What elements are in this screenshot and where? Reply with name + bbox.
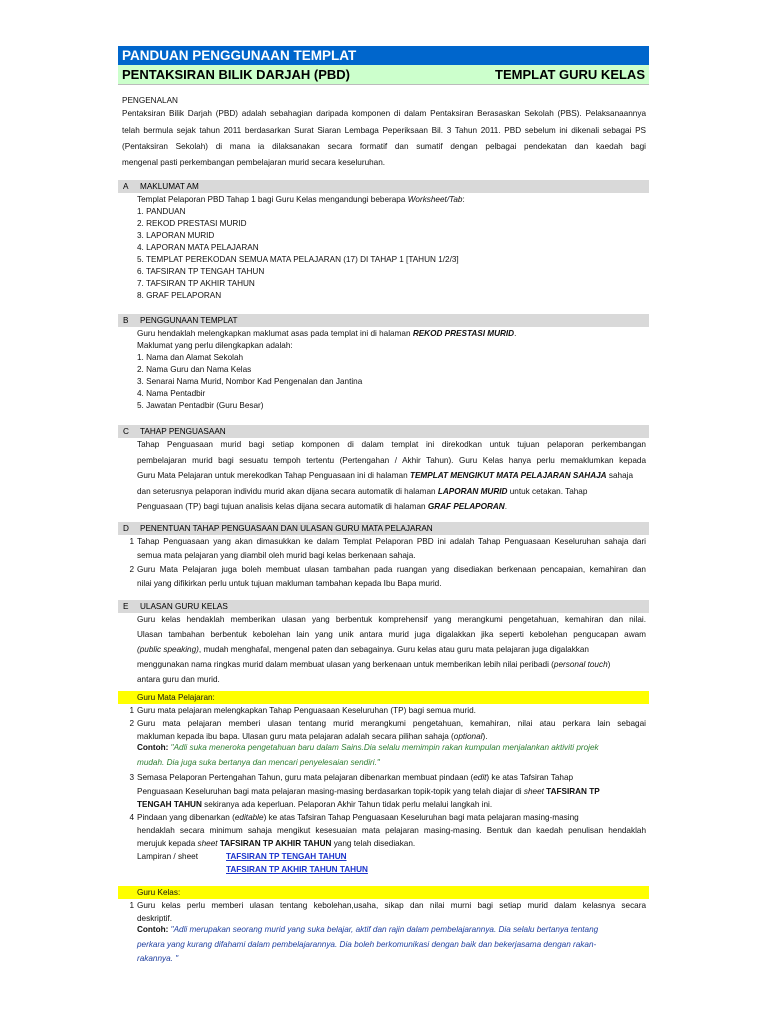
item-number: 2 — [129, 565, 134, 574]
section-b-line: Maklumat yang perlu dilengkapkan adalah: — [137, 341, 293, 350]
section-e-line: (public speaking), mudah menghafal, mengenal paten dan sebagainya. Guru kelas atau guru mata pelajaran juga digalakkan — [137, 645, 589, 654]
item-number: 1 — [129, 537, 134, 546]
list-item: 8. GRAF PELAPORAN — [137, 291, 222, 300]
gmp-line: makluman kepada ibu bapa. Ulasan guru mata pelajaran adalah secara pilihan sahaja (optional). — [137, 732, 488, 741]
gmp-line: Semasa Pelaporan Pertengahan Tahun, guru mata pelajaran dibenarkan membuat pindaan (edit) ke atas Tafsiran Tahap — [137, 773, 574, 782]
guru-mata-pelajaran-heading: Guru Mata Pelajaran: — [118, 691, 649, 704]
subtitle-right: TEMPLAT GURU KELAS — [495, 67, 645, 82]
item-number: 1 — [129, 706, 134, 715]
gmp-line: Penguasaan Keseluruhan bagi mata pelajaran masing-masing berdasarkan topik-topik yang telah diajar di sheet TAFSIRAN TP — [137, 787, 600, 796]
link-tafsiran-tengah-tahun[interactable]: TAFSIRAN TP TENGAH TAHUN — [226, 852, 347, 861]
section-a-header — [118, 180, 649, 193]
section-letter: A — [123, 182, 129, 191]
section-title: PENGGUNAAN TEMPLAT — [140, 316, 238, 325]
section-c-line: Guru Mata Pelajaran untuk merekodkan Tahap Penguasaan ini di halaman TEMPLAT MENGIKUT MATA PELAJARAN SAHAJA sahaja — [137, 471, 634, 480]
list-item: 2. Nama Guru dan Nama Kelas — [137, 365, 252, 374]
list-item: 4. Nama Pentadbir — [137, 389, 206, 398]
item-number: 3 — [129, 773, 134, 782]
item-number: 1 — [129, 901, 134, 910]
section-e-line: Guru kelas hendaklah memberikan ulasan yang berbentuk komprehensif yang merangkumi pengetahuan, kemahiran dan nilai. — [137, 615, 646, 624]
gmp-line: Pindaan yang dibenarkan (editable) ke atas Tafsiran Tahap Penguasaan Keseluruhan bagi mata pelajaran masing-masing — [137, 813, 579, 822]
gk-line: Guru kelas perlu memberi ulasan tentang kebolehan,usaha, sikap dan nilai murni bagi setiap murid dalam kelasnya secara — [137, 901, 646, 910]
item-number: 4 — [129, 813, 134, 822]
section-b-header — [118, 314, 649, 327]
gmp-line: Guru mata pelajaran memberi ulasan tentang murid merangkumi pengetahuan, kemahiran, nilai atau perkara lain sebagai — [137, 719, 646, 728]
intro-line: (Pentaksiran Sekolah) di mana ia dilaksanakan secara formatif dan sumatif dengan pelbagai pendekatan dan kaedah bagi — [122, 142, 646, 151]
intro-line: Pentaksiran Bilik Darjah (PBD) adalah sebahagian daripada komponen di dalam Pentaksiran Berasaskan Sekolah (PBS). Pelaksanaannya — [122, 109, 646, 118]
section-c-line: dan seterusnya pelaporan individu murid akan dijana secara automatik di halaman LAPORAN MURID untuk cetakan. Tahap — [137, 487, 588, 496]
item-number: 2 — [129, 719, 134, 728]
section-title: TAHAP PENGUASAAN — [140, 427, 226, 436]
header-divider — [118, 84, 649, 85]
section-title: PENENTUAN TAHAP PENGUASAAN DAN ULASAN GURU MATA PELAJARAN — [140, 524, 433, 533]
list-item: 1. Nama dan Alamat Sekolah — [137, 353, 244, 362]
section-c-header — [118, 425, 649, 438]
list-item: 3. Senarai Nama Murid, Nombor Kad Pengenalan dan Jantina — [137, 377, 363, 386]
gk-example: rakannya. " — [137, 954, 179, 963]
intro-line: telah bermula sejak tahun 2011 berdasarkan Surat Siaran Lembaga Peperiksaan Bil. 3 Tahun 2011. PBD sebelum ini dikenali sebagai PS — [122, 126, 646, 135]
list-item: 6. TAFSIRAN TP TENGAH TAHUN — [137, 267, 265, 276]
list-item: 1. PANDUAN — [137, 207, 186, 216]
section-e-header — [118, 600, 649, 613]
gmp-line: TENGAH TAHUN sekiranya ada keperluan. Pelaporan Akhir Tahun tidak perlu melalui langkah ini. — [137, 800, 493, 809]
gk-example: Contoh: "Adli merupakan seorang murid yang suka belajar, aktif dan rajin dalam pembelajarannya. Dia selalu bertanya tentang — [137, 925, 599, 934]
section-letter: B — [123, 316, 129, 325]
list-item: 2. REKOD PRESTASI MURID — [137, 219, 247, 228]
section-title: ULASAN GURU KELAS — [140, 602, 228, 611]
document-title: PANDUAN PENGGUNAAN TEMPLAT — [118, 46, 649, 65]
list-item: 4. LAPORAN MATA PELAJARAN — [137, 243, 259, 252]
gk-line: deskriptif. — [137, 914, 173, 923]
section-e-line: Ulasan tambahan berbentuk kebolehan lain yang unik antara murid juga digalakkan jika seperti kebolehan pengucapan awam — [137, 630, 646, 639]
list-item: 7. TAFSIRAN TP AKHIR TAHUN — [137, 279, 255, 288]
gk-example: perkara yang kurang difahami dalam pembelajarannya. Dia boleh berkomunikasi dengan baik dan bekerjasama dengan rakan- — [137, 940, 597, 949]
gmp-line: hendaklah secara minimum sahaja mengikut kesesuaian mata pelajaran masing-masing. Bentuk dan kaedah penulisan hendaklah — [137, 826, 646, 835]
section-b-line: Guru hendaklah melengkapkan maklumat asas pada templat ini di halaman REKOD PRESTASI MURID. — [137, 329, 517, 338]
gmp-example: mudah. Dia juga suka bertanya dan mencari penyelesaian sendiri." — [137, 758, 380, 767]
section-d-line: semua mata pelajaran yang diambil oleh murid bagi kelas berkenaan sahaja. — [137, 551, 416, 560]
gmp-example: Contoh: "Adli suka meneroka pengetahuan baru dalam Sains.Dia selalu memimpin rakan kumpulan menjalankan aktiviti projek — [137, 743, 599, 752]
section-letter: C — [123, 427, 129, 436]
section-letter: D — [123, 524, 129, 533]
section-e-line: antara guru dan murid. — [137, 675, 220, 684]
section-d-line: Guru Mata Pelajaran juga boleh membuat ulasan tambahan pada ruangan yang disediakan berkenaan pencapaian, kemahiran dan — [137, 565, 646, 574]
lampiran-label: Lampiran / sheet — [137, 852, 198, 861]
list-item: 5. Jawatan Pentadbir (Guru Besar) — [137, 401, 264, 410]
section-e-line: menggunakan nama ringkas murid dalam membuat ulasan yang berkenaan untuk memberikan lebih nilai peribadi (personal touch) — [137, 660, 611, 669]
section-d-header — [118, 522, 649, 535]
section-c-line: Tahap Penguasaan murid bagi setiap komponen di dalam templat ini direkodkan untuk tujuan pelaporan perkembangan — [137, 440, 646, 449]
section-title: MAKLUMAT AM — [140, 182, 199, 191]
document-subtitle-bar — [118, 65, 649, 84]
link-tafsiran-akhir-tahun[interactable]: TAFSIRAN TP AKHIR TAHUN TAHUN — [226, 865, 368, 874]
section-d-line: Tahap Penguasaan yang akan dimasukkan ke dalam Templat Pelaporan PBD ini adalah Tahap Penguasaan Keseluruhan sahaja dari — [137, 537, 646, 546]
list-item: 3. LAPORAN MURID — [137, 231, 215, 240]
gmp-line: merujuk kepada sheet TAFSIRAN TP AKHIR TAHUN yang telah disediakan. — [137, 839, 416, 848]
guru-kelas-heading: Guru Kelas: — [118, 886, 649, 899]
section-d-line: nilai yang difikirkan perlu untuk tujuan makluman tambahan kepada Ibu Bapa murid. — [137, 579, 442, 588]
section-c-line: pembelajaran murid bagi sesuatu tempoh tertentu (Pertengahan / Akhir Tahun). Guru Kelas hanya perlu memaklumkan kepada — [137, 456, 646, 465]
section-c-line: Penguasaan (TP) bagi tujuan analisis kelas dijana secara automatik di halaman GRAF PELAPORAN. — [137, 502, 507, 511]
intro-heading: PENGENALAN — [122, 96, 178, 105]
section-a-intro: Templat Pelaporan PBD Tahap 1 bagi Guru Kelas mengandungi beberapa Worksheet/Tab: — [137, 195, 465, 204]
subtitle-left: PENTAKSIRAN BILIK DARJAH (PBD) — [122, 67, 350, 82]
gmp-line: Guru mata pelajaran melengkapkan Tahap Penguasaan Keseluruhan (TP) bagi semua murid. — [137, 706, 476, 715]
list-item: 5. TEMPLAT PEREKODAN SEMUA MATA PELAJARAN (17) DI TAHAP 1 [TAHUN 1/2/3] — [137, 255, 459, 264]
section-letter: E — [123, 602, 129, 611]
intro-line: mengenal pasti perkembangan pembelajaran murid secara keseluruhan. — [122, 158, 386, 167]
